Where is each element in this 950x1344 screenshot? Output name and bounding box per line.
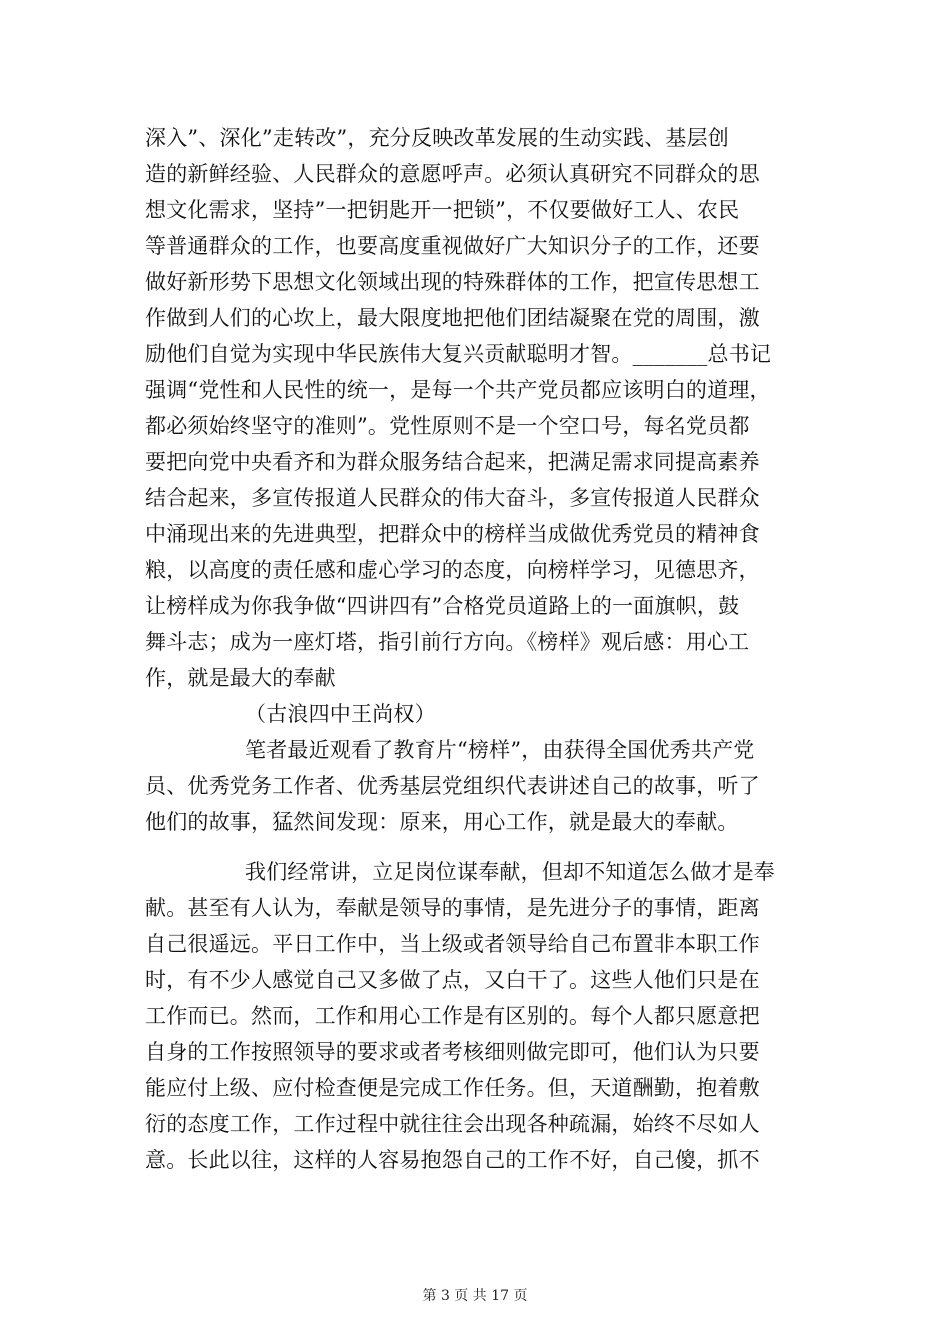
paragraph-spacer bbox=[145, 840, 805, 854]
text-line: 都必须始终坚守的准则”。党性原则不是一个空口号，每名党员都 bbox=[145, 414, 750, 438]
text-line: 要把向党中央看齐和为群众服务结合起来，把满足需求同提高素养 bbox=[145, 450, 760, 474]
text-line: 自身的工作按照领导的要求或者考核细则做完即可，他们认为只要 bbox=[145, 1040, 760, 1064]
text-line: 等普通群众的工作，也要高度重视做好广大知识分子的工作，还要 bbox=[145, 234, 760, 258]
text-line: 意。长此以往，这样的人容易抱怨自己的工作不好，自己傻，抓不 bbox=[145, 1148, 760, 1172]
text-line: 中涌现出来的先进典型，把群众中的榜样当成做优秀党员的精神食 bbox=[145, 522, 760, 546]
text-line: 时，有不少人感觉自己又多做了点，又白干了。这些人他们只是在 bbox=[145, 968, 760, 992]
text-line: 让榜样成为你我争做“四讲四有”合格党员道路上的一面旗帜，鼓 bbox=[145, 594, 740, 618]
text-line: 作，就是最大的奉献 bbox=[145, 666, 336, 690]
text-line: 员、优秀党务工作者、优秀基层党组织代表讲述自己的故事，听了 bbox=[145, 774, 760, 798]
text-line: 励他们自觉为实现中华民族伟大复兴贡献聪明才智。_______总书记 bbox=[145, 342, 772, 366]
text-line: 衍的态度工作，工作过程中就往往会出现各种疏漏，始终不尽如人 bbox=[145, 1112, 760, 1136]
paragraph-1 bbox=[145, 120, 805, 696]
text-line: 深入”、深化”走转改”，充分反映改革发展的生动实践、基层创 bbox=[145, 126, 730, 150]
author-byline: （古浪四中王尚权） bbox=[245, 702, 436, 726]
text-line: 舞斗志；成为一座灯塔，指引前行方向。《榜样》观后感：用心工 bbox=[145, 630, 750, 654]
text-line: 想文化需求，坚持”一把钥匙开一把锁”，不仅要做好工人、农民 bbox=[145, 198, 740, 222]
text-line: 能应付上级、应付检查便是完成工作任务。但，天道酬勤，抱着敷 bbox=[145, 1076, 760, 1100]
text-line: 造的新鲜经验、人民群众的意愿呼声。必须认真研究不同群众的思 bbox=[145, 162, 760, 186]
text-line: 自己很遥远。平日工作中，当上级或者领导给自己布置非本职工作 bbox=[145, 932, 760, 956]
paragraph-2 bbox=[145, 732, 805, 840]
page-number-footer: 第 3 页 共 17 页 bbox=[422, 1288, 528, 1304]
text-line: 工作而已。然而，工作和用心工作是有区别的。每个人都只愿意把 bbox=[145, 1004, 760, 1028]
paragraph-3 bbox=[145, 854, 805, 1178]
document-body bbox=[145, 120, 805, 1178]
text-line: 献。甚至有人认为，奉献是领导的事情，是先进分子的事情，距离 bbox=[145, 896, 760, 920]
text-line: 做好新形势下思想文化领域出现的特殊群体的工作，把宣传思想工 bbox=[145, 270, 760, 294]
text-line: 他们的故事，猛然间发现：原来，用心工作，就是最大的奉献。 bbox=[145, 810, 739, 834]
text-line: 结合起来，多宣传报道人民群众的伟大奋斗，多宣传报道人民群众 bbox=[145, 486, 760, 510]
text-line: 强调“党性和人民性的统一，是每一个共产党员都应该明白的道理， bbox=[145, 378, 771, 402]
text-line: 粮，以高度的责任感和虚心学习的态度，向榜样学习，见德思齐， bbox=[145, 558, 760, 582]
text-line: 我们经常讲，立足岗位谋奉献，但却不知道怎么做才是奉 bbox=[245, 860, 775, 884]
text-line: 作做到人们的心坎上，最大限度地把他们团结凝聚在党的周围，激 bbox=[145, 306, 760, 330]
text-line: 笔者最近观看了教育片“榜样”，由获得全国优秀共产党 bbox=[245, 738, 755, 762]
